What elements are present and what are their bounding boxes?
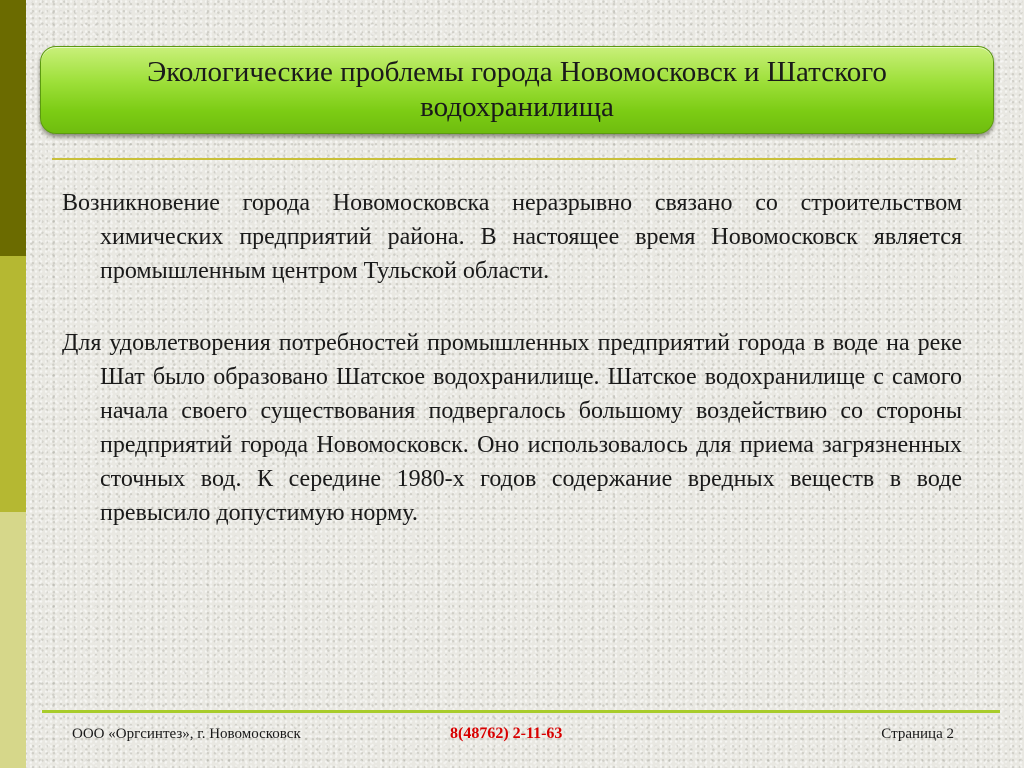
footer-divider bbox=[42, 710, 1000, 713]
footer-phone: 8(48762) 2-11-63 bbox=[450, 725, 563, 742]
paragraph-2: Для удовлетворения потребностей промышленных предприятий города в воде на реке Шат было образовано Шатское водохранилище. Шатское водохранилище с самого начала своего существования подвергалось большому воздействию со стороны предприятий города Новомосковск. Оно использовалось для приема загрязненных сточных вод. К середине 1980-х годов содержание вредных веществ в воде превысило допустимую норму. bbox=[62, 330, 962, 526]
side-strip-mid bbox=[0, 256, 26, 512]
paragraph-1: Возникновение города Новомосковска неразрывно связано со строительством химических предприятий района. В настоящее время Новомосковск является промышленным центром Тульской области. bbox=[62, 190, 962, 284]
page-number: Страница 2 bbox=[881, 726, 954, 742]
side-strip-light bbox=[0, 512, 26, 768]
footer-company: ООО «Оргсинтез», г. Новомосковск bbox=[72, 726, 301, 742]
title-divider bbox=[52, 158, 956, 160]
slide-title: Экологические проблемы города Новомосковск и Шатского водохранилища bbox=[147, 56, 887, 123]
slide-body bbox=[62, 186, 962, 568]
side-strip-dark bbox=[0, 0, 26, 256]
title-banner bbox=[40, 46, 994, 134]
